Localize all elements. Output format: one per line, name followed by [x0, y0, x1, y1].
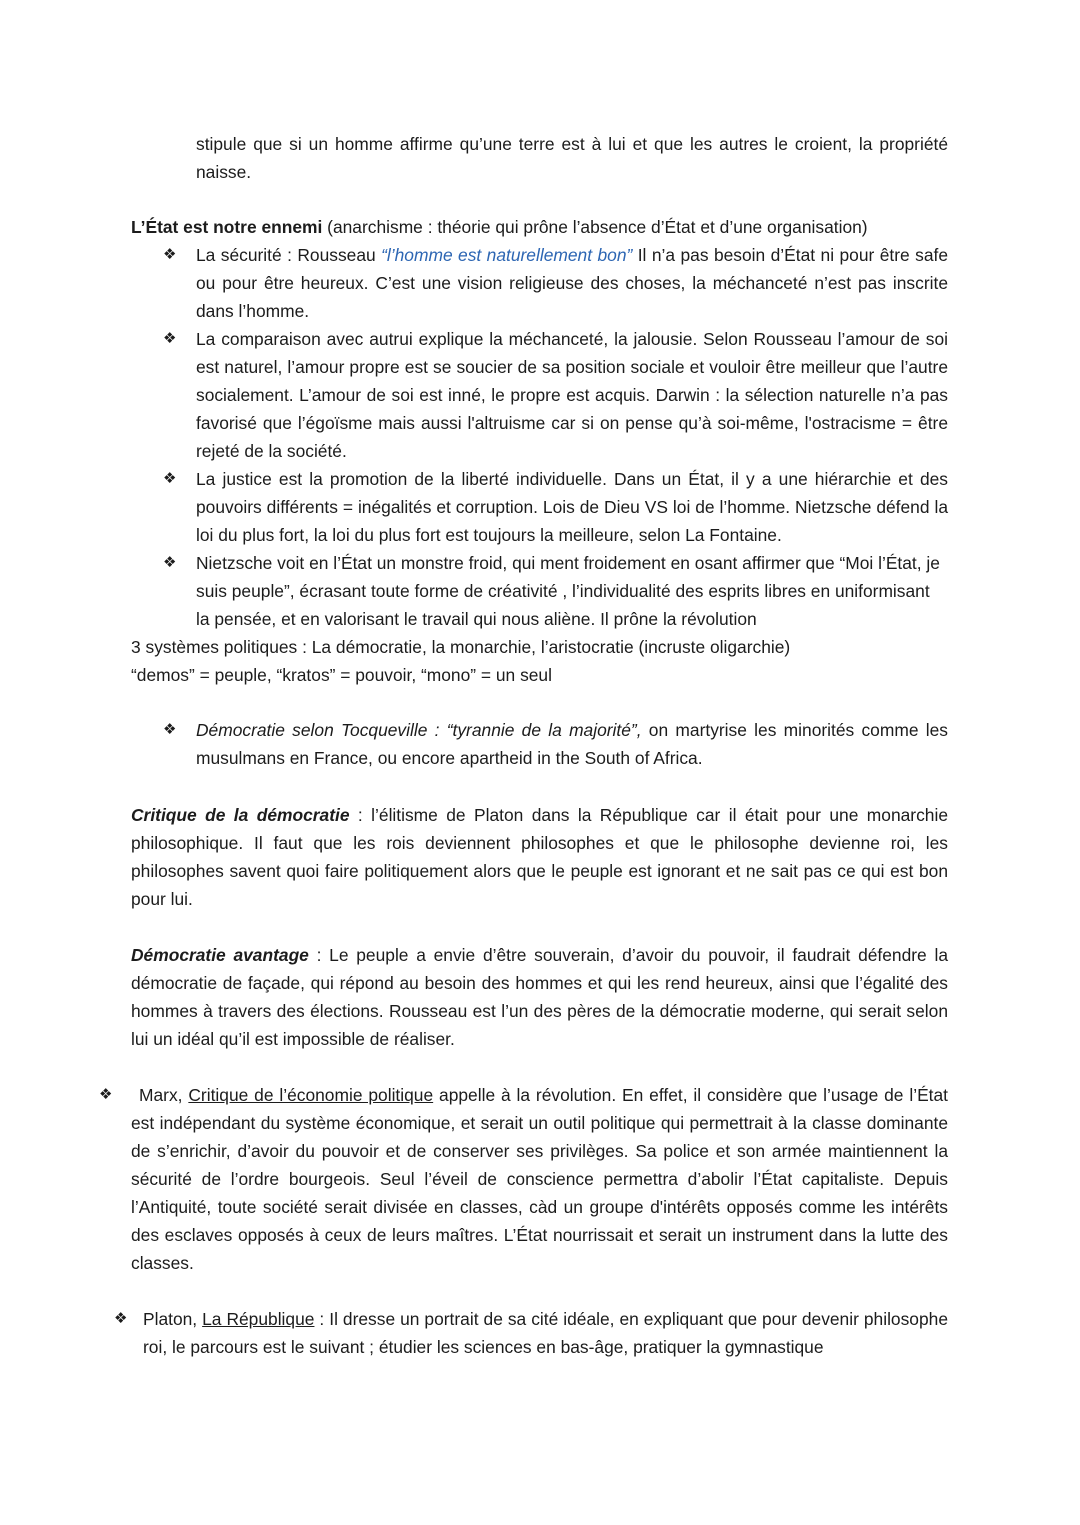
critique-paragraph — [131, 801, 948, 913]
marx-text: appelle à la révolution. En effet, il considère que l’usage de l’État est indépendant du système économique, et serait un outil politique qui permettrait à la classe dominante de s’enrichir, d’avoir du pouvoir et de conserver ses privilèges. Sa police et son armée maintiennent la sécurité de l’ordre bourgeois. Seul l’éveil de conscience permettra d’abolir l’État capitaliste. Depuis l’Antiquité, toute société serait divisée en classes, càd un groupe d'intérêts opposés comme les intérêts des esclaves opposés à ceux de leurs maîtres. L’État nourrissait et serait un instrument dans la lutte des classes. — [131, 1085, 949, 1273]
systems-line: 3 systèmes politiques : La démocratie, la monarchie, l’aristocratie (incruste oligarchie) — [131, 637, 791, 657]
bullet-nietzsche: Nietzsche voit en l’État un monstre froid, qui ment froidement en osant affirmer que “Moi l’État, je suis peuple”, écrasant toute forme de créativité , l’individualité des esprits libres en uniformisant la pensée, et en valorisant le travail qui nous aliène. Il prône la révolution — [196, 553, 940, 629]
critique-text: : l’élitisme de Platon dans la République car il était pour une monarchie philosophique. Il faut que les rois deviennent philosophes et que le philosophe devienne roi, les philosophes savent quoi faire politiquement alors que le peuple est ignorant et ne sait pas ce qui est bon pour lui. — [131, 805, 949, 909]
section-heading-etat — [131, 213, 961, 241]
marx-author: Marx, — [139, 1085, 189, 1105]
bullet-diamond-icon: ❖ — [163, 721, 177, 738]
heading-bold: L’État est notre ennemi — [131, 217, 323, 237]
rousseau-quote: “l’homme est naturellement bon” — [381, 245, 633, 265]
bullet-diamond-icon: ❖ — [99, 1086, 113, 1103]
bullet-securite-post: Il n’a pas besoin d’État ni pour être safe ou pour être heureux. C’est une vision religieuse des choses, la méchanceté n’est pas inscrite dans l’homme. — [196, 245, 948, 321]
platon-text: : Il dresse un portrait de sa cité idéale, en expliquant que pour devenir philosophe roi, le parcours est le suivant ; étudier les sciences en bas-âge, pratiquer la gymnastique — [143, 1309, 948, 1357]
avantage-heading: Démocratie avantage — [131, 945, 309, 965]
bullet-diamond-icon: ❖ — [163, 554, 177, 571]
bullet-securite — [196, 241, 948, 325]
heading-rest: (anarchisme : théorie qui prône l’absence d’État et d’une organisation) — [322, 217, 868, 237]
bullet-securite-pre: La sécurité : Rousseau — [196, 245, 382, 265]
bullet-justice: La justice est la promotion de la liberté individuelle. Dans un État, il y a une hiérarchie et des pouvoirs différents = inégalités et corruption. Lois de Dieu VS loi de l’homme. Nietzsche défend la loi du plus fort, la loi du plus fort est toujours la meilleure, selon La Fontaine. — [196, 469, 948, 545]
marx-work-title: Critique de l’économie politique — [188, 1085, 434, 1105]
bullet-diamond-icon: ❖ — [114, 1310, 128, 1327]
tocqueville-italic: Démocratie selon Tocqueville : “tyrannie de la majorité”, — [196, 720, 642, 740]
platon-work-title: La République — [202, 1309, 315, 1329]
bullet-tocqueville — [196, 716, 948, 772]
avantage-paragraph — [131, 941, 948, 1053]
tocqueville-rest: on martyrise les minorités comme les musulmans en France, ou encore apartheid in the South of Africa. — [196, 720, 948, 768]
platon-paragraph — [143, 1305, 948, 1361]
bullet-diamond-icon: ❖ — [163, 330, 177, 347]
avantage-text: : Le peuple a envie d’être souverain, d’avoir du pouvoir, il faudrait défendre la démocratie de façade, qui répond au besoin des hommes et qui les rend heureux, ainsi que l’égalité des hommes à travers des élections. Rousseau est l’un des pères de la démocratie moderne, qui serait selon lui un idéal qu’il est impossible de réaliser. — [131, 945, 948, 1049]
platon-author: Platon, — [143, 1309, 203, 1329]
bullet-diamond-icon: ❖ — [163, 470, 177, 487]
marx-paragraph — [131, 1081, 948, 1277]
bullet-diamond-icon: ❖ — [163, 246, 177, 263]
etymology-line: “demos” = peuple, “kratos” = pouvoir, “mono” = un seul — [131, 665, 552, 685]
continuation-paragraph: stipule que si un homme affirme qu’une terre est à lui et que les autres le croient, la propriété naisse. — [196, 134, 948, 182]
critique-heading: Critique de la démocratie — [131, 805, 350, 825]
bullet-comparaison: La comparaison avec autrui explique la méchanceté, la jalousie. Selon Rousseau l’amour de soi est naturel, l’amour propre est se soucier de sa position sociale et vouloir être meilleur que l’autre socialement. L’amour de soi est inné, le propre est acquis. Darwin : la sélection naturelle n’a pas favorisé que l’égoïsme mais aussi l'altruisme car si on pense qu’à soi-même, l'ostracisme = être rejeté de la société. — [196, 329, 948, 461]
